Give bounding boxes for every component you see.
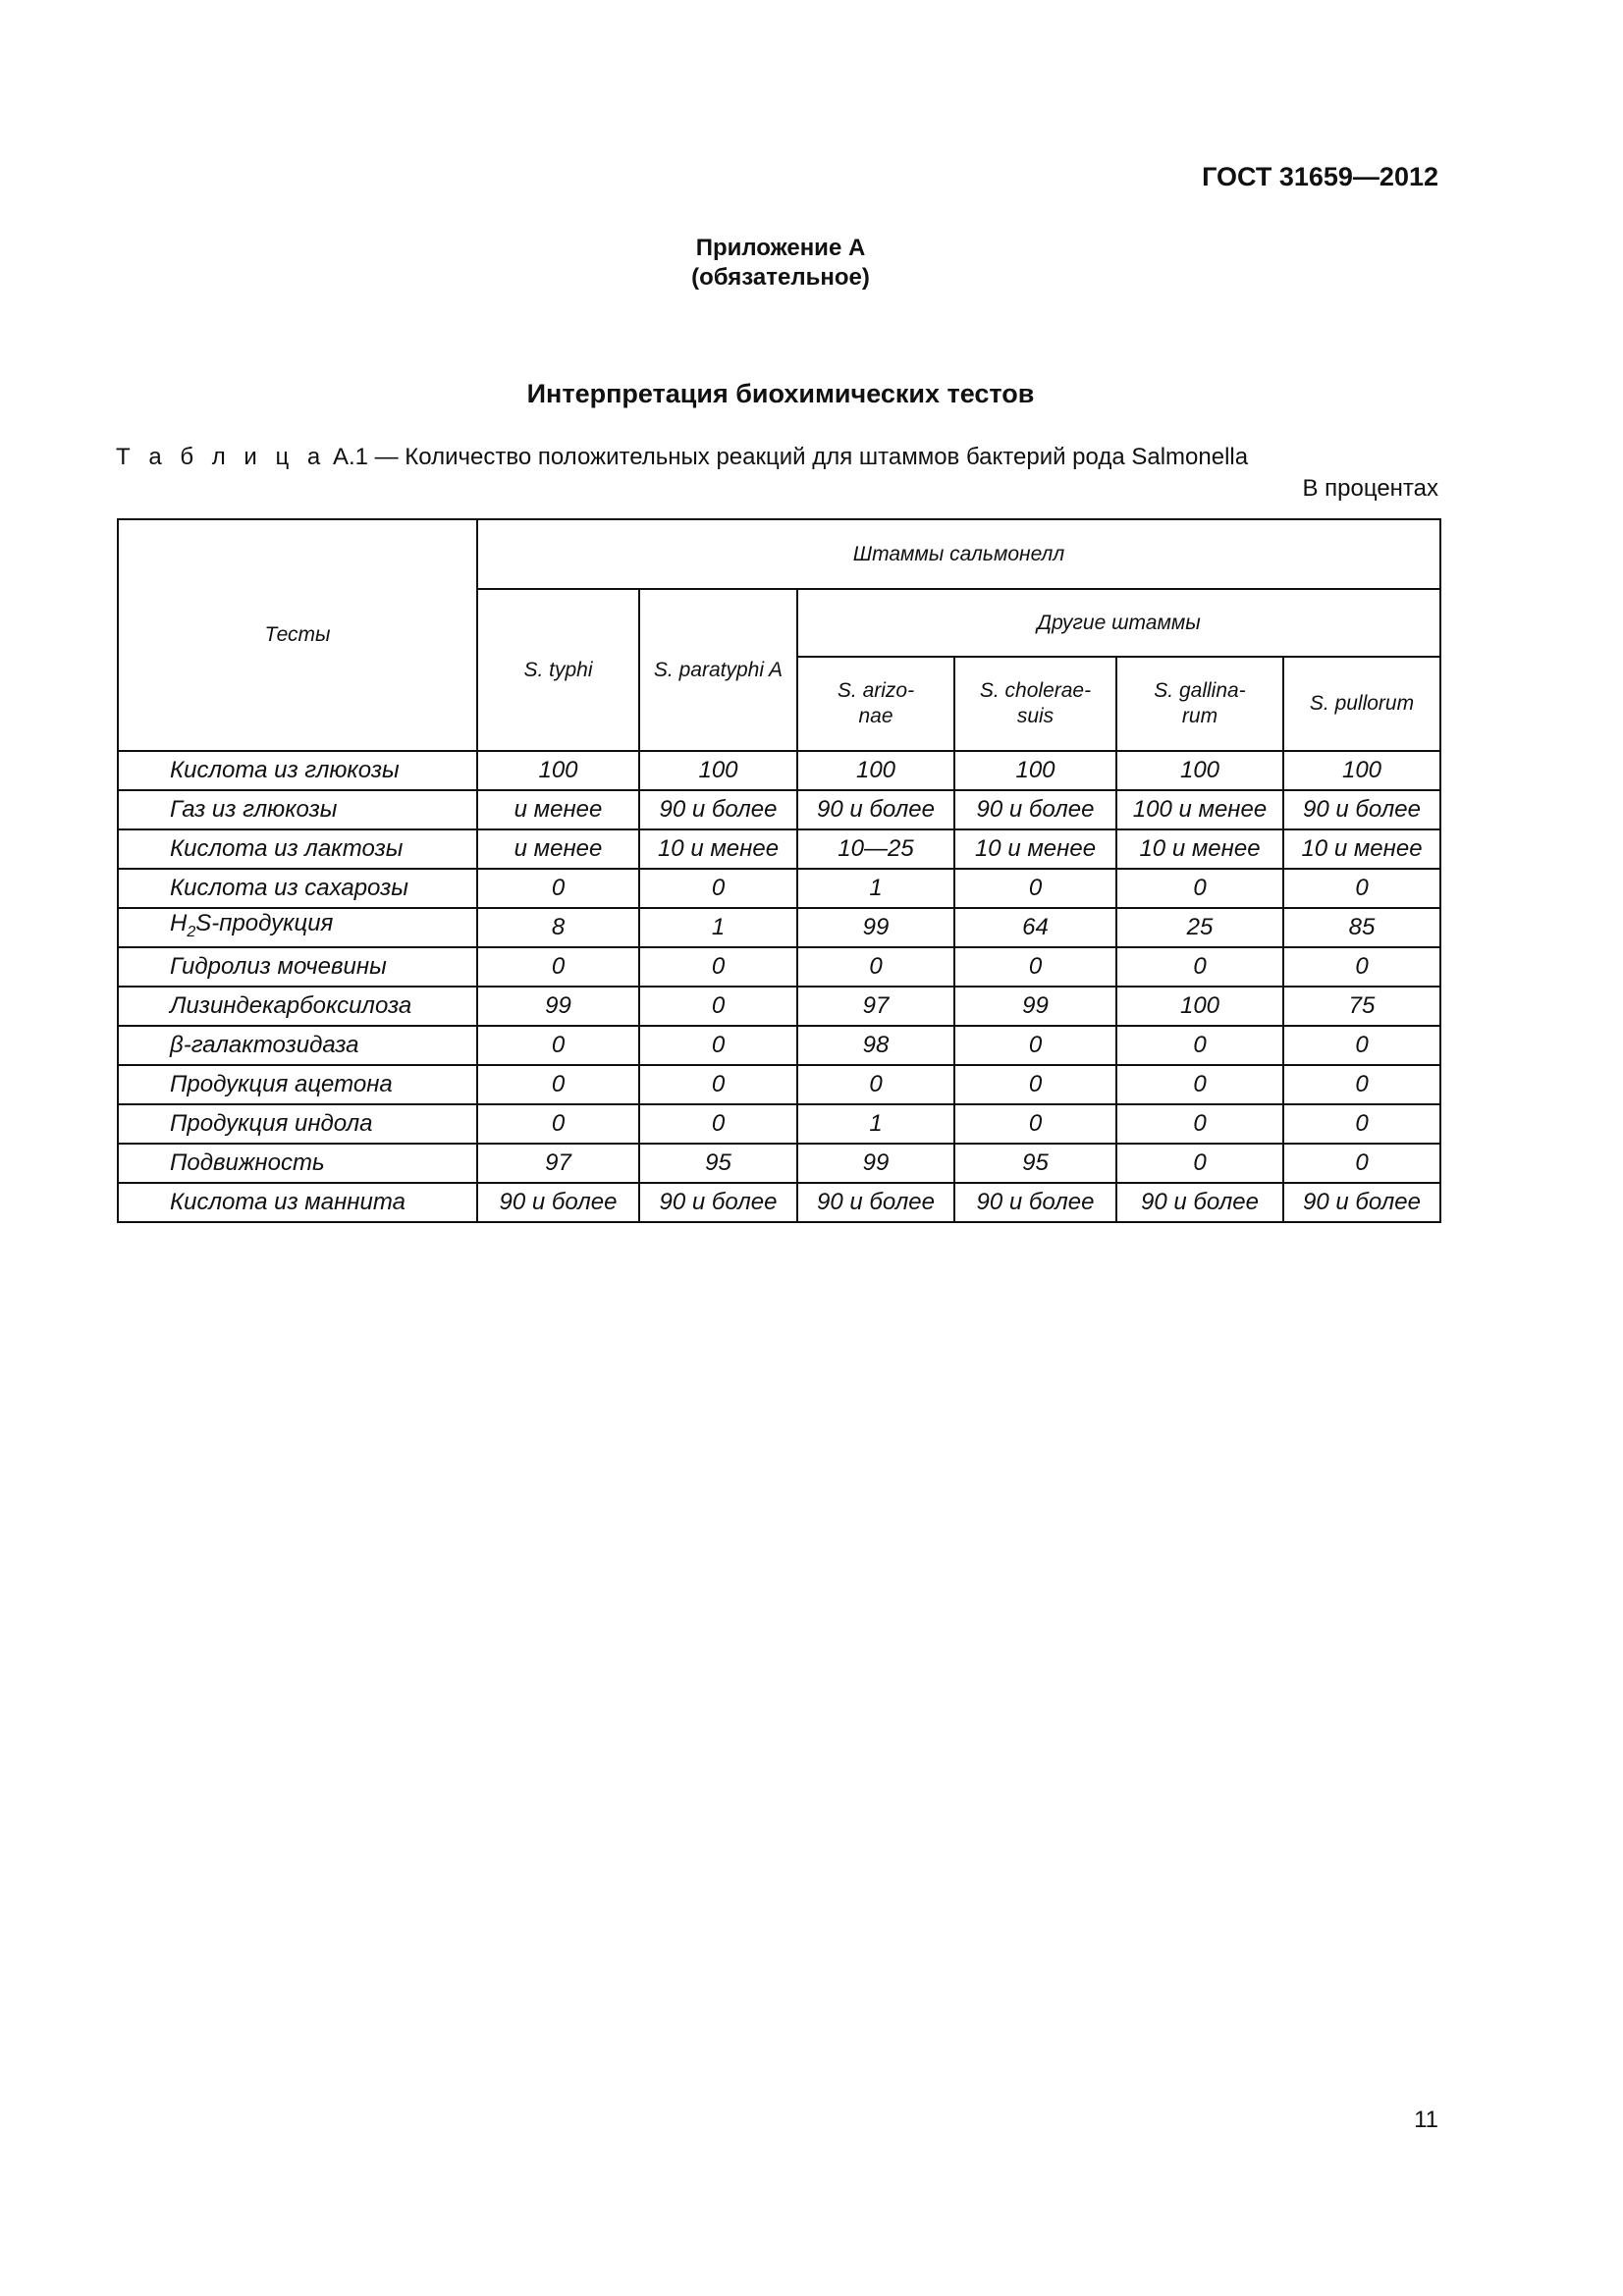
table-row (118, 1026, 1440, 1065)
value-cell: 90 и более (639, 790, 797, 829)
value-cell: 0 (1283, 947, 1440, 987)
test-name-cell: Газ из глюкозы (118, 790, 477, 829)
value-cell: 0 (1283, 1104, 1440, 1144)
value-cell: и менее (477, 829, 639, 869)
table-row (118, 829, 1440, 869)
table-caption-number: А.1 (332, 444, 368, 470)
value-cell: 85 (1283, 908, 1440, 947)
value-cell: 90 и более (1283, 1183, 1440, 1222)
value-cell: 0 (477, 947, 639, 987)
value-cell: 1 (797, 1104, 954, 1144)
value-cell: 10 и менее (1116, 829, 1283, 869)
test-name-cell: Кислота из лактозы (118, 829, 477, 869)
test-name-cell: Кислота из глюкозы (118, 751, 477, 790)
value-cell: 100 (1116, 987, 1283, 1026)
header-col-4: S. cholerae- suis (954, 657, 1116, 751)
value-cell: 97 (797, 987, 954, 1026)
page-number: 11 (1414, 2107, 1438, 2133)
value-cell: 98 (797, 1026, 954, 1065)
value-cell: 99 (477, 987, 639, 1026)
header-col-5: S. gallina- rum (1116, 657, 1283, 751)
value-cell: 99 (954, 987, 1116, 1026)
table-row (118, 869, 1440, 908)
value-cell: 90 и более (797, 790, 954, 829)
table-row (118, 1104, 1440, 1144)
value-cell: 99 (797, 908, 954, 947)
value-cell: 100 и менее (1116, 790, 1283, 829)
value-cell: 64 (954, 908, 1116, 947)
value-cell: 0 (639, 1026, 797, 1065)
header-tests: Тесты (118, 519, 477, 751)
value-cell: 90 и более (1116, 1183, 1283, 1222)
value-cell: 10 и менее (1283, 829, 1440, 869)
value-cell: 90 и более (954, 790, 1116, 829)
value-cell: 0 (639, 869, 797, 908)
table-row (118, 947, 1440, 987)
value-cell: 1 (639, 908, 797, 947)
value-cell: 0 (1116, 1104, 1283, 1144)
table-row (118, 908, 1440, 947)
header-col-2: S. paratyphi A (639, 589, 797, 751)
value-cell: 0 (1283, 1144, 1440, 1183)
header-col-6: S. pullorum (1283, 657, 1440, 751)
value-cell: 0 (639, 947, 797, 987)
value-cell: 8 (477, 908, 639, 947)
header-strains: Штаммы сальмонелл (477, 519, 1440, 589)
value-cell: 0 (639, 987, 797, 1026)
value-cell: 1 (797, 869, 954, 908)
test-name-cell: Лизиндекарбоксилоза (118, 987, 477, 1026)
value-cell: 0 (954, 869, 1116, 908)
test-name-part: S-продукция (195, 909, 334, 936)
value-cell: 10 и менее (954, 829, 1116, 869)
value-cell: 0 (1116, 869, 1283, 908)
test-name-cell: Подвижность (118, 1144, 477, 1183)
section-title: Интерпретация биохимических тестов (526, 379, 1035, 408)
test-name-part: H (170, 909, 188, 936)
value-cell: 0 (797, 947, 954, 987)
data-table (117, 518, 1441, 1223)
header-col-1: S. typhi (477, 589, 639, 751)
table-row (118, 1065, 1440, 1104)
value-cell: 0 (477, 1026, 639, 1065)
value-cell: 95 (639, 1144, 797, 1183)
value-cell: 0 (954, 947, 1116, 987)
header-col-3: S. arizo- nae (797, 657, 954, 751)
value-cell: 0 (1116, 1144, 1283, 1183)
annex-title: Приложение А (695, 235, 866, 261)
test-name-cell: Кислота из сахарозы (118, 869, 477, 908)
value-cell: 0 (954, 1104, 1116, 1144)
value-cell: 0 (1116, 947, 1283, 987)
table-caption-text: — Количество положительных реакций для штаммов бактерий рода Salmonella (367, 444, 1249, 470)
value-cell: 95 (954, 1144, 1116, 1183)
value-cell: 90 и более (954, 1183, 1116, 1222)
value-cell: 0 (954, 1065, 1116, 1104)
value-cell: 0 (1116, 1065, 1283, 1104)
value-cell: 100 (954, 751, 1116, 790)
value-cell: 90 и более (797, 1183, 954, 1222)
table-row (118, 1144, 1440, 1183)
value-cell: 100 (797, 751, 954, 790)
value-cell: 97 (477, 1144, 639, 1183)
value-cell: 100 (1283, 751, 1440, 790)
value-cell: 100 (1116, 751, 1283, 790)
annex-heading (0, 234, 1561, 293)
header-other-strains: Другие штаммы (797, 589, 1440, 657)
table-row (118, 751, 1440, 790)
value-cell: 0 (1283, 869, 1440, 908)
standard-number: ГОСТ 31659—2012 (1202, 162, 1438, 191)
value-cell: 25 (1116, 908, 1283, 947)
value-cell: 0 (477, 869, 639, 908)
value-cell: 100 (477, 751, 639, 790)
test-name-cell: Продукция индола (118, 1104, 477, 1144)
table-caption (116, 444, 1248, 471)
value-cell: 90 и более (477, 1183, 639, 1222)
value-cell: и менее (477, 790, 639, 829)
value-cell: 90 и более (639, 1183, 797, 1222)
table-row (118, 987, 1440, 1026)
value-cell: 0 (477, 1104, 639, 1144)
test-name-cell: β-галактозидаза (118, 1026, 477, 1065)
value-cell: 0 (639, 1065, 797, 1104)
value-cell: 0 (954, 1026, 1116, 1065)
value-cell: 0 (639, 1104, 797, 1144)
annex-status: (обязательное) (691, 264, 870, 291)
table-units: В процентах (1302, 475, 1438, 502)
value-cell: 0 (1283, 1026, 1440, 1065)
value-cell: 0 (797, 1065, 954, 1104)
test-name-cell: Гидролиз мочевины (118, 947, 477, 987)
test-name-cell: Продукция ацетона (118, 1065, 477, 1104)
value-cell: 75 (1283, 987, 1440, 1026)
value-cell: 100 (639, 751, 797, 790)
value-cell: 99 (797, 1144, 954, 1183)
table-caption-label: Т а б л и ц а (116, 444, 327, 470)
value-cell: 10 и менее (639, 829, 797, 869)
value-cell: 90 и более (1283, 790, 1440, 829)
test-name-cell: Кислота из маннита (118, 1183, 477, 1222)
test-name-subscript: 2 (187, 923, 196, 940)
test-name-cell (118, 908, 477, 947)
value-cell: 10—25 (797, 829, 954, 869)
table-row (118, 790, 1440, 829)
table-row (118, 1183, 1440, 1222)
value-cell: 0 (477, 1065, 639, 1104)
value-cell: 0 (1283, 1065, 1440, 1104)
value-cell: 0 (1116, 1026, 1283, 1065)
